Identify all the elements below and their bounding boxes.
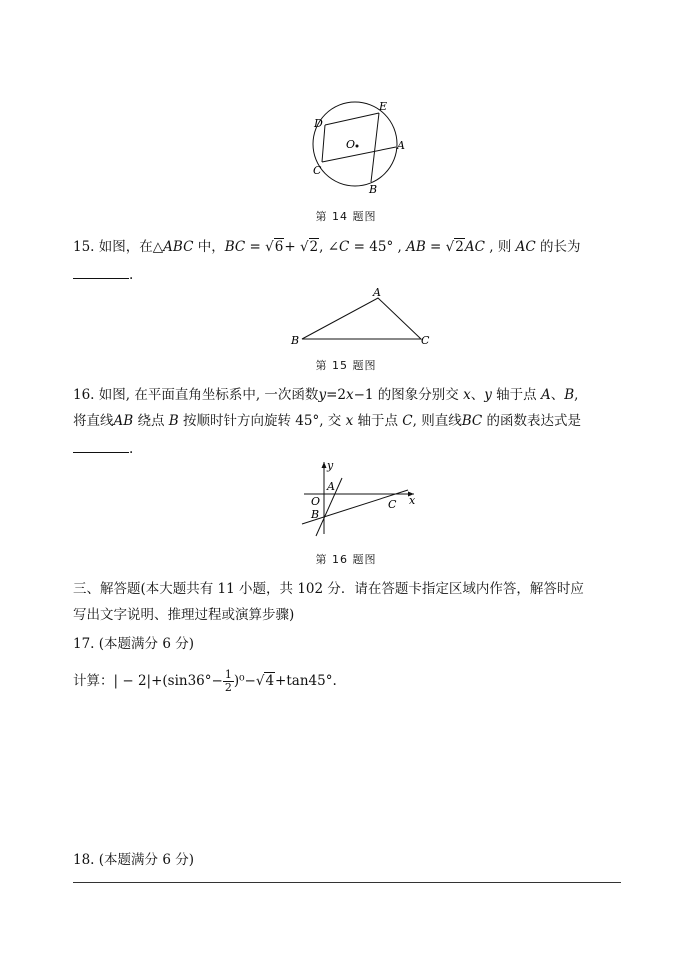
- figure-15-triangle-diagram: [288, 284, 438, 348]
- page-bottom-rule: [73, 882, 621, 883]
- figure-14-circle-diagram: [300, 96, 412, 196]
- question-16-answer-line: .: [73, 436, 621, 462]
- answer-blank-16: [73, 438, 129, 453]
- figure-14-caption: 第 14 题图: [315, 210, 377, 223]
- question-16-line-2: 将直线AB 绕点 B 按顺时针方向旋转 45°, 交 x 轴于点 C, 则直线BC 的函数表达式是: [73, 413, 582, 429]
- figure-16-caption: 第 16 题图: [315, 553, 377, 566]
- fig15-label-b: B: [291, 334, 300, 347]
- fig14-label-b: B: [369, 183, 378, 196]
- question-15: 15. 如图，在△ABC 中，BC = √6+ √2, ∠C = 45° , AB = √2AC , 则 AC 的长为: [73, 239, 581, 255]
- section-3-line-1: 三、解答题(本大题共有 11 小题，共 102 分．请在答题卡指定区域内作答，解答时应: [73, 581, 584, 597]
- fig14-label-o: O: [346, 138, 356, 151]
- fig14-label-e: E: [379, 100, 388, 113]
- fig14-label-c: C: [313, 164, 322, 177]
- question-16-line-1: 16. 如图, 在平面直角坐标系中, 一次函数y=2x−1 的图象分别交 x、y 轴于点 A、B,: [73, 387, 579, 403]
- question-18-title: 18. (本题满分 6 分): [73, 852, 194, 868]
- figure-15-caption: 第 15 题图: [315, 359, 377, 372]
- fig16-label-a: A: [327, 480, 335, 493]
- fig14-label-d: D: [314, 117, 323, 130]
- fraction-one-half: $\frac{1}{2}$: [224, 668, 232, 694]
- fig16-label-o: O: [311, 495, 321, 508]
- question-15-answer-line: .: [73, 262, 621, 288]
- fig15-label-a: A: [373, 286, 381, 299]
- fig16-label-c: C: [388, 498, 397, 511]
- fig16-label-y: y: [327, 459, 334, 472]
- fig16-label-x: x: [409, 494, 416, 507]
- question-17-title: 17. (本题满分 6 分): [73, 636, 194, 652]
- figure-16-coordinate-diagram: [296, 458, 426, 538]
- fig16-label-b: B: [311, 508, 320, 521]
- fig14-label-a: A: [397, 139, 405, 152]
- answer-blank-15: [73, 264, 129, 279]
- fig15-label-c: C: [421, 334, 430, 347]
- question-17-expression: 计算：| − 2|+(sin36°− $\frac{1}{2}$ )⁰−√4+tan45°.: [73, 668, 337, 694]
- section-3-line-2: 写出文字说明、推理过程或演算步骤): [73, 607, 295, 623]
